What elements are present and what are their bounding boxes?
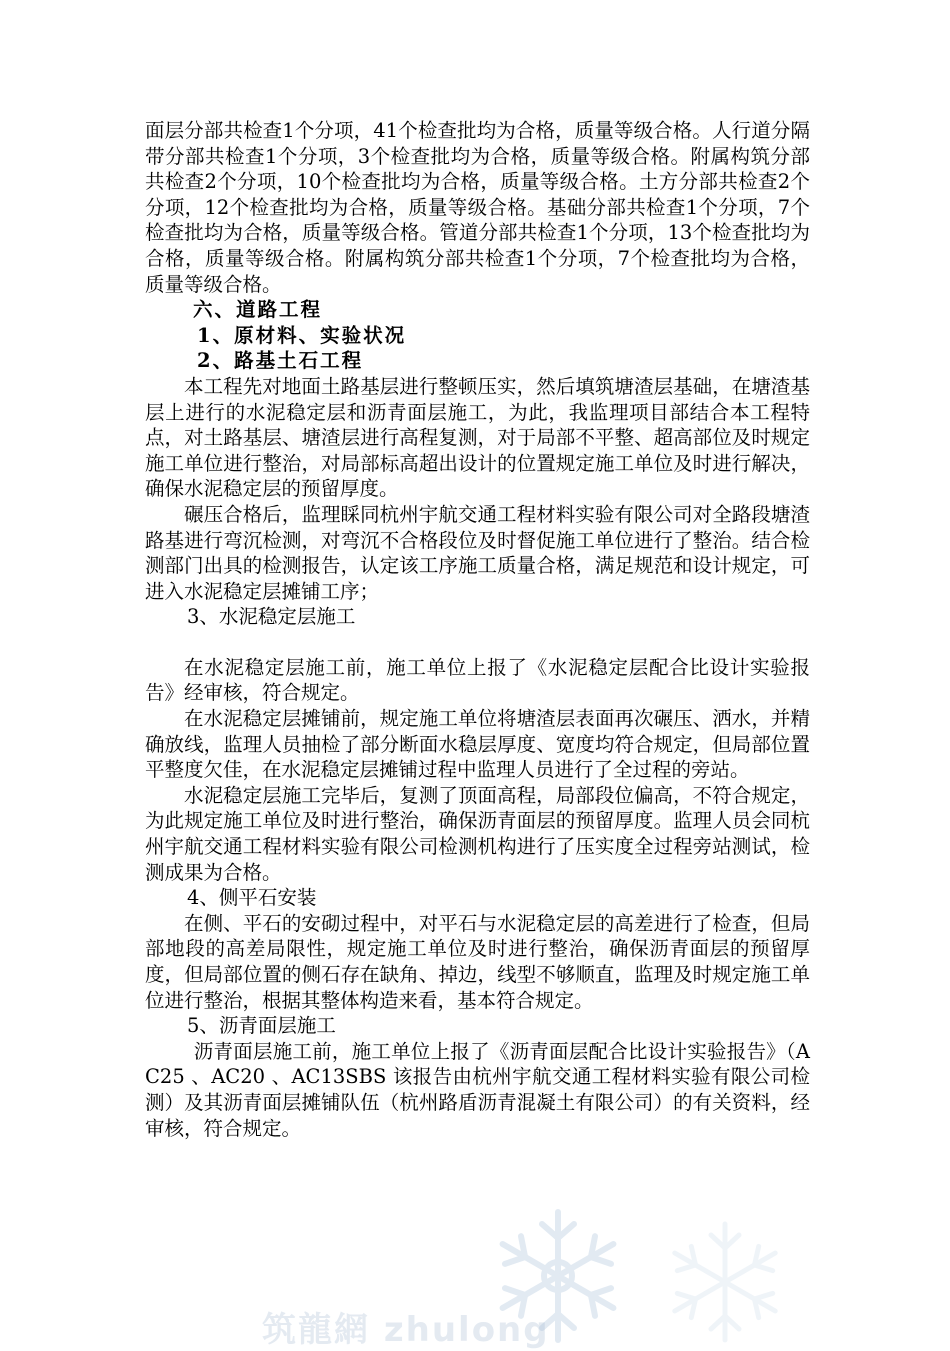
snowflake-watermark-faint-icon: [650, 1208, 800, 1344]
paragraph-curb-install: 在侧、平石的安砌过程中，对平石与水泥稳定层的高差进行了检查，但局部地段的高差局限性，规定施工单位及时进行整治，确保沥青面层的预留厚度，但局部位置的侧石存在缺角、掉边，线型不够顺直，监理及时规定施工单位进行整治，根据其整体构造来看，基本符合规定。: [145, 911, 810, 1012]
blank-line: [145, 630, 810, 655]
paragraph-inspection-summary: 面层分部共检查1个分项，41个检查批均为合格，质量等级合格。人行道分隔带分部共检查1个分项，3个检查批均为合格，质量等级合格。附属构筑分部共检查2个分项，10个检查批均为合格，质量等级合格。土方分部共检查2个分项，12个检查批均为合格，质量等级合格。基础分部共检查1个分项，7个检查批均为合格，质量等级合格。管道分部共检查1个分项，13个检查批均为合格，质量等级合格。附属构筑分部共检查1个分项，7个检查批均为合格，质量等级合格。: [145, 119, 810, 296]
document-body: [145, 118, 810, 1141]
paragraph-cement-complete: 水泥稳定层施工完毕后，复测了顶面高程，局部段位偏高，不符合规定，为此规定施工单位及时进行整治，确保沥青面层的预留厚度。监理人员会同杭州宇航交通工程材料实验有限公司检测机构进行了压实度全过程旁站测试，检测成果为合格。: [145, 783, 810, 884]
paragraph-cement-paving: 在水泥稳定层摊铺前，规定施工单位将塘渣层表面再次碾压、洒水，并精确放线，监理人员抽检了部分断面水稳层厚度、宽度均符合规定，但局部位置平整度欠佳，在水泥稳定层摊铺过程中监理人员进行了全过程的旁站。: [145, 707, 810, 782]
heading-item-5: 5、沥青面层施工: [187, 1014, 336, 1038]
heading-item-3: 3、水泥稳定层施工: [187, 605, 356, 629]
site-watermark-text: 筑龍網 zhulong: [262, 1310, 550, 1350]
heading-item-1: 1、原材料、实验状况: [197, 323, 407, 347]
heading-section-6: 六、道路工程: [193, 298, 323, 322]
snowflake-watermark-icon: [478, 1198, 638, 1344]
paragraph-asphalt: 沥青面层施工前，施工单位上报了《沥青面层配合比设计实验报告》（AC25 、AC20 、AC13SBS 该报告由杭州宇航交通工程材料实验有限公司检测）及其沥青面层摊铺队伍（杭州路盾沥青混凝土有限公司）的有关资料，经审核，符合规定。: [145, 1039, 810, 1140]
heading-item-2: 2、路基土石工程: [197, 349, 364, 373]
paragraph-subgrade: 本工程先对地面土路基层进行整顿压实，然后填筑塘渣层基础，在塘渣基层上进行的水泥稳定层和沥青面层施工，为此，我监理项目部结合本工程特点，对土路基层、塘渣层进行高程复测，对于局部不平整、超高部位及时规定施工单位进行整治，对局部标高超出设计的位置规定施工单位及时进行解决，确保水泥稳定层的预留厚度。: [145, 374, 810, 501]
heading-item-4: 4、侧平石安装: [187, 886, 317, 910]
paragraph-cement-report: 在水泥稳定层施工前，施工单位上报了《水泥稳定层配合比设计实验报告》经审核，符合规定。: [145, 655, 810, 705]
paragraph-compaction: 碾压合格后，监理睬同杭州宇航交通工程材料实验有限公司对全路段塘渣路基进行弯沉检测，对弯沉不合格段位及时督促施工单位进行了整治。结合检测部门出具的检测报告，认定该工序施工质量合格，满足规范和设计规定，可进入水泥稳定层摊铺工序；: [145, 502, 810, 603]
